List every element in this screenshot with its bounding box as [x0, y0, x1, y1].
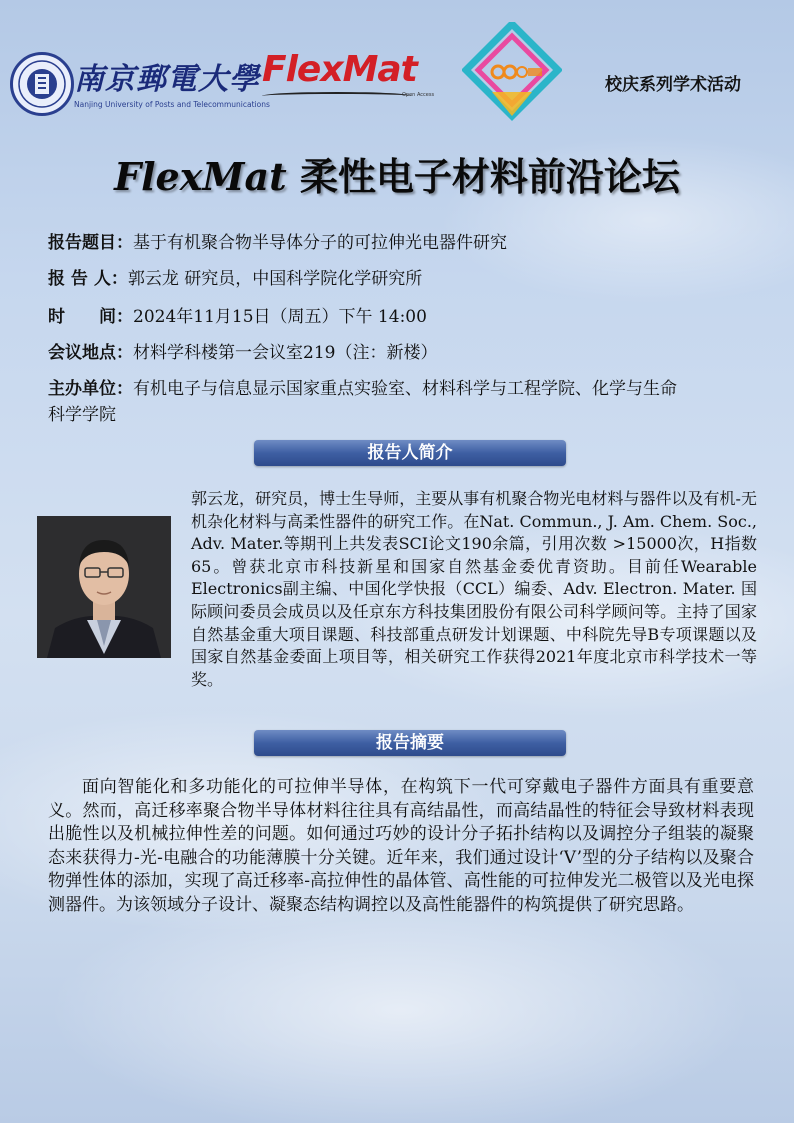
- title-cn: 柔性电子材料前沿论坛: [286, 155, 680, 199]
- info-organizer-continued: 科学学院: [48, 405, 116, 425]
- title-en: FlexMat: [114, 154, 287, 199]
- info-label: 主办单位: [48, 379, 116, 399]
- info-label: 会议地点: [48, 343, 116, 363]
- abstract-section-header: 报告摘要: [254, 730, 566, 756]
- info-label: 时 间: [48, 307, 116, 327]
- anniversary-emblem-icon: [462, 22, 562, 132]
- university-name: [74, 54, 270, 109]
- flexmat-logo-sub: Open Access: [402, 92, 435, 98]
- info-organizer: [48, 374, 677, 399]
- info-value: 郭云龙 研究员，中国科学院化学研究所: [127, 269, 423, 289]
- flexmat-swoosh: [262, 92, 412, 100]
- info-separator: ：: [116, 379, 133, 399]
- info-label: 报 告 人: [48, 269, 111, 289]
- info-topic: [48, 228, 507, 253]
- speaker-portrait-icon: [37, 516, 171, 658]
- info-separator: ：: [110, 269, 128, 289]
- info-value: 材料学科楼第一会议室219（注：新楼）: [133, 343, 438, 363]
- info-value: 有机电子与信息显示国家重点实验室、材料科学与工程学院、化学与生命: [133, 379, 677, 399]
- seal-icon: [16, 58, 68, 110]
- flexmat-logo: [262, 49, 442, 104]
- abstract-body: 面向智能化和多功能化的可拉伸半导体，在构筑下一代可穿戴电子器件方面具有重要意义。然而，高迁移率聚合物半导体材料往往具有高结晶性，而高结晶性的特征会导致材料表现出脆性以及机械拉伸性差的问题。如何通过巧妙的设计分子拓扑结构以及调控分子组装的凝聚态来获得力-光-电融合的功能薄膜十分关键。近年来，我们通过设计‘V’型的分子结构以及聚合物弹性体的添加，实现了高迁移率-高拉伸性的晶体管、高性能的可拉伸发光二极管以及光电探测器件。为该领域分子设计、凝聚态结构调控以及高性能器件的构筑提供了研究思路。: [48, 777, 754, 915]
- info-time: [48, 302, 427, 327]
- anniversary-logo: [462, 22, 562, 132]
- speaker-bio: 郭云龙，研究员，博士生导师，主要从事有机聚合物光电材料与器件以及有机-无机杂化材料与高柔性器件的研究工作。在Nat. Commun., J. Am. Chem. Soc., Adv. Mater.等期刊上共发表SCI论文190余篇，引用次数 >15000次，H指数65。曾获北京市科技新星和国家自然基金委优青资助。目前任Wearable Electronics副主编、中国化学快报（CCL）编委、Adv. Electron. Mater. 国际顾问委员会成员以及任京东方科技集团股份有限公司科学顾问等。主持了国家自然基金重大项目课题、科技部重点研发计划课题、中科院先导B专项课题以及国家自然基金委面上项目等，相关研究工作获得2021年度北京市科学技术一等奖。: [191, 489, 757, 689]
- info-separator: ：: [116, 343, 133, 363]
- university-seal-logo: [10, 52, 74, 116]
- speaker-section-header: 报告人简介: [254, 440, 566, 466]
- university-name-en: Nanjing University of Posts and Telecommunications: [74, 100, 270, 109]
- info-separator: ：: [116, 233, 133, 253]
- info-location: [48, 338, 437, 363]
- info-value: 基于有机聚合物半导体分子的可拉伸光电器件研究: [133, 233, 507, 253]
- info-speaker: [48, 264, 422, 289]
- page-title: [0, 146, 794, 201]
- flexmat-logo-text: FlexMat: [262, 49, 417, 90]
- info-value: 2024年11月15日（周五）下午 14:00: [133, 307, 427, 327]
- event-series-label: 校庆系列学术活动: [605, 75, 741, 95]
- speaker-photo: [37, 516, 171, 658]
- info-label: 报告题目: [48, 233, 116, 253]
- university-name-cn: 南京郵電大學: [74, 62, 260, 97]
- info-separator: ：: [116, 307, 133, 327]
